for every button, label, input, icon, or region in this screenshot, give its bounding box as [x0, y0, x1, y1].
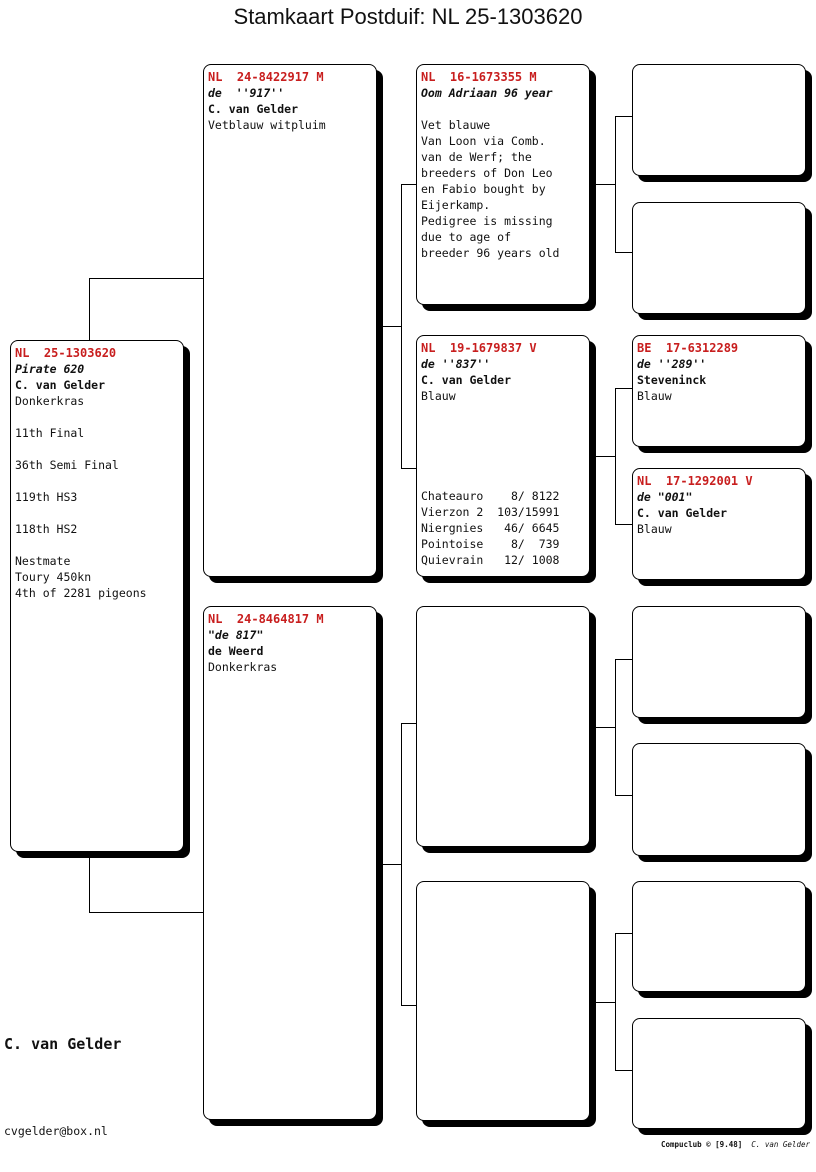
page-title: Stamkaart Postduif: NL 25-1303620 — [233, 4, 583, 29]
grandsire-note: Eijerkamp. — [421, 198, 491, 212]
mother-color: Donkerkras — [208, 660, 278, 674]
great-grandsire-card — [632, 335, 806, 447]
connector-line — [89, 278, 90, 340]
empty-pedigree-card — [632, 881, 806, 992]
grandsire-ring: NL 16-1673355 M — [421, 70, 537, 84]
father-color: Vetblauw witpluim — [208, 118, 326, 132]
granddam-card — [416, 335, 590, 577]
grandsire-note — [421, 101, 585, 117]
mother-card — [203, 606, 377, 1120]
grandsire-note: Vet blauwe — [421, 118, 491, 132]
subject-note — [15, 537, 179, 553]
subject-note — [15, 505, 179, 521]
father-owner: C. van Gelder — [208, 102, 299, 116]
subject-note — [15, 409, 179, 425]
connector-line — [401, 184, 417, 185]
race-result: Chateauro 8/ 8122 — [421, 489, 560, 503]
race-result: Quievrain 12/ 1008 — [421, 553, 560, 567]
connector-line — [401, 184, 402, 469]
connector-line — [615, 388, 616, 524]
empty-pedigree-card — [632, 202, 806, 314]
grandsire-notes — [421, 101, 585, 261]
connector-line — [590, 456, 615, 457]
empty-pedigree-card — [416, 606, 590, 847]
mother-ring: NL 24-8464817 M — [208, 612, 324, 626]
connector-line — [401, 1005, 417, 1006]
father-name: de ''917'' — [208, 86, 285, 100]
subject-note: 118th HS2 — [15, 522, 78, 536]
great-granddam-name: de "001" — [637, 490, 693, 504]
granddam-color: Blauw — [421, 389, 456, 403]
great-granddam-card — [632, 468, 806, 580]
grandsire-note: breeder 96 years old — [421, 246, 560, 260]
race-results — [421, 488, 585, 568]
subject-notes — [15, 409, 179, 601]
empty-pedigree-card — [632, 1018, 806, 1129]
father-card — [203, 64, 377, 577]
connector-line — [590, 727, 615, 728]
subject-name: Pirate 620 — [15, 362, 85, 376]
subject-card — [10, 340, 184, 852]
breeder-name: C. van Gelder — [4, 1035, 122, 1053]
connector-line — [377, 326, 401, 327]
connector-line — [590, 1002, 615, 1003]
connector-line — [615, 116, 632, 117]
connector-line — [615, 388, 632, 389]
grandsire-note: Pedigree is missing — [421, 214, 553, 228]
granddam-ring: NL 19-1679837 V — [421, 341, 537, 355]
race-result: Pointoise 8/ 739 — [421, 537, 560, 551]
grandsire-note: breeders of Don Leo — [421, 166, 553, 180]
great-granddam-ring: NL 17-1292001 V — [637, 474, 753, 488]
connector-line — [377, 864, 401, 865]
great-granddam-owner: C. van Gelder — [637, 506, 728, 520]
grandsire-name: Oom Adriaan 96 year — [421, 86, 553, 100]
granddam-owner: C. van Gelder — [421, 373, 512, 387]
connector-line — [615, 116, 616, 252]
father-ring: NL 24-8422917 M — [208, 70, 324, 84]
software-credit: Compuclub © [9.48] — [660, 1140, 743, 1149]
great-grandsire-ring: BE 17-6312289 — [637, 341, 739, 355]
connector-line — [401, 468, 417, 469]
connector-line — [615, 933, 632, 934]
empty-pedigree-card — [632, 64, 806, 176]
great-granddam-color: Blauw — [637, 522, 672, 536]
empty-pedigree-card — [632, 606, 806, 718]
subject-note — [15, 473, 179, 489]
connector-line — [590, 184, 615, 185]
race-result: Niergnies 46/ 6645 — [421, 521, 560, 535]
subject-note: 4th of 2281 pigeons — [15, 586, 147, 600]
grandsire-note: van de Werf; the — [421, 150, 532, 164]
connector-line — [615, 659, 616, 795]
subject-note: Toury 450kn — [15, 570, 92, 584]
connector-line — [615, 659, 632, 660]
connector-line — [89, 278, 204, 279]
connector-line — [89, 852, 90, 912]
empty-pedigree-card — [632, 743, 806, 856]
connector-line — [615, 252, 632, 253]
great-grandsire-name: de ''289'' — [637, 357, 707, 371]
connector-line — [615, 524, 632, 525]
grandsire-note: due to age of — [421, 230, 512, 244]
connector-line — [401, 723, 417, 724]
grandsire-note: en Fabio bought by — [421, 182, 546, 196]
great-grandsire-owner: Steveninck — [637, 373, 707, 387]
breeder-email: cvgelder@box.nl — [4, 1124, 108, 1138]
connector-line — [401, 723, 402, 1006]
subject-note: 36th Semi Final — [15, 458, 119, 472]
granddam-name: de ''837'' — [421, 357, 491, 371]
subject-note: 11th Final — [15, 426, 85, 440]
mother-name: "de 817" — [208, 628, 264, 642]
connector-line — [615, 933, 616, 1070]
great-grandsire-color: Blauw — [637, 389, 672, 403]
connector-line — [615, 795, 632, 796]
subject-note — [15, 441, 179, 457]
footer-owner: C. van Gelder — [751, 1140, 810, 1149]
grandsire-note: Van Loon via Comb. — [421, 134, 546, 148]
empty-pedigree-card — [416, 881, 590, 1121]
grandsire-card — [416, 64, 590, 305]
subject-color: Donkerkras — [15, 394, 85, 408]
connector-line — [89, 912, 204, 913]
subject-owner: C. van Gelder — [15, 378, 106, 392]
mother-owner: de Weerd — [208, 644, 264, 658]
subject-ring: NL 25-1303620 — [15, 346, 117, 360]
subject-note: 119th HS3 — [15, 490, 78, 504]
software-footer — [661, 1140, 810, 1149]
race-result: Vierzon 2 103/15991 — [421, 505, 560, 519]
connector-line — [615, 1070, 632, 1071]
subject-note: Nestmate — [15, 554, 71, 568]
